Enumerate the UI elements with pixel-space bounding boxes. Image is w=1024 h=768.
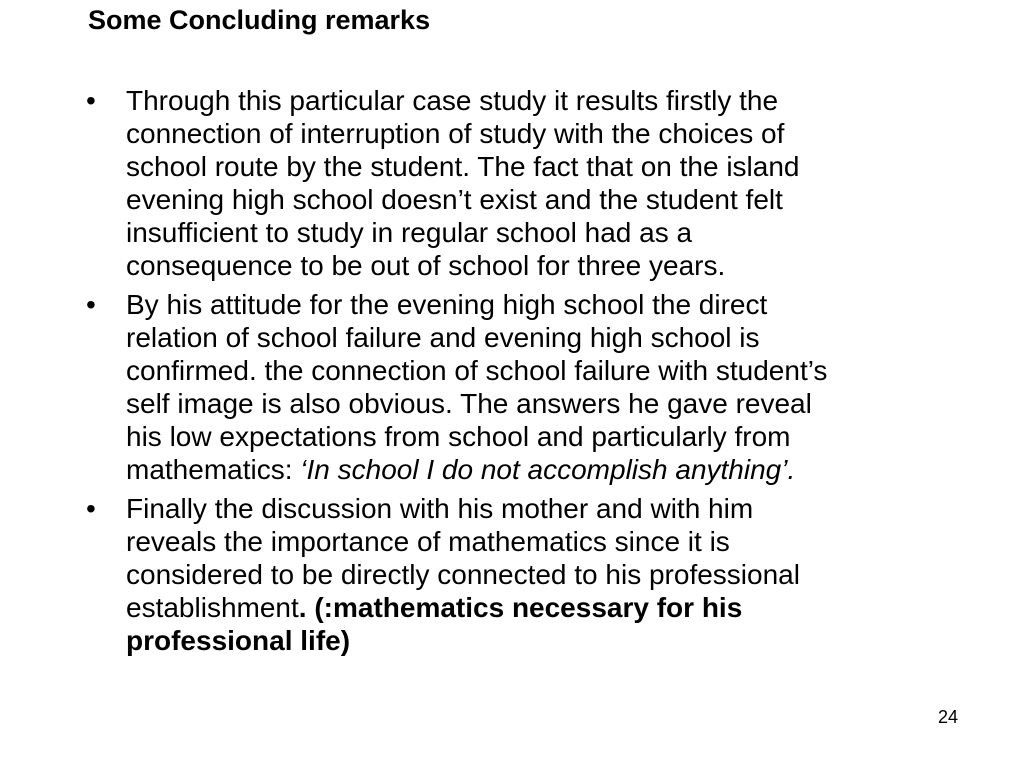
bullet-item-2 <box>86 288 986 486</box>
text-line: connection of interruption of study with the choices of <box>126 118 785 149</box>
text-line: evening high school doesn’t exist and the student felt <box>126 184 783 215</box>
bullet-item-1 <box>86 84 986 282</box>
text-line: considered to be directly connected to his professional <box>126 559 800 590</box>
bullet-marker: • <box>86 85 96 116</box>
text-line: school route by the student. The fact that on the island <box>126 151 800 182</box>
text-line <box>126 453 986 486</box>
text-line: confirmed. the connection of school failure with student’s <box>126 355 828 386</box>
bullet-marker: • <box>86 493 96 524</box>
text-line: insufficient to study in regular school had as a <box>126 217 693 248</box>
text-line: consequence to be out of school for three years. <box>126 250 726 281</box>
text-line: his low expectations from school and particularly from <box>126 421 791 452</box>
text-line <box>126 591 986 624</box>
text-line: Through this particular case study it results firstly the <box>126 85 779 116</box>
bullet-list <box>86 84 986 663</box>
text-line: reveals the importance of mathematics since it is <box>126 526 730 557</box>
bold-text: . (:mathematics necessary for his <box>298 592 743 623</box>
text-segment: mathematics: <box>126 454 301 485</box>
bold-text: ) <box>340 625 351 656</box>
page-number: 24 <box>938 707 959 727</box>
bullet-marker: • <box>86 289 96 320</box>
slide-title: Some Concluding remarks <box>88 5 431 35</box>
text-line <box>126 624 986 657</box>
text-line: relation of school failure and evening high school is <box>126 322 760 353</box>
text-line: By his attitude for the evening high school the direct <box>126 289 768 320</box>
text-segment: establishment <box>126 592 299 623</box>
text-line: Finally the discussion with his mother and with him <box>126 493 754 524</box>
text-line: self image is also obvious. The answers he gave reveal <box>126 388 812 419</box>
bold-text: professional life <box>126 625 341 656</box>
quote-text: ‘In school I do not accomplish anything’. <box>300 454 796 485</box>
bullet-item-3 <box>86 492 986 657</box>
